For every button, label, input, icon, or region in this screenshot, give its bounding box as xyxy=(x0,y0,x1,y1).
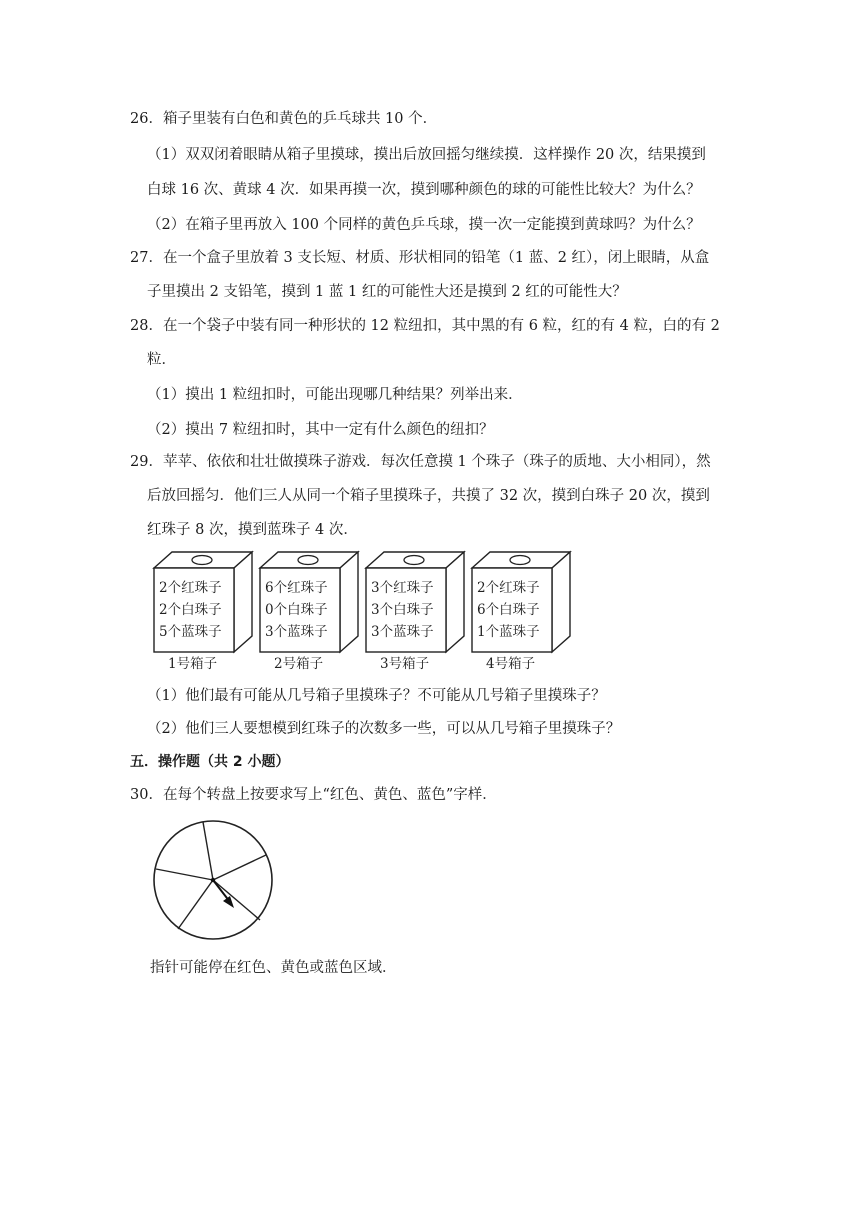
q27-line2: 子里摸出 2 支铅笔，摸到 1 蓝 1 红的可能性大还是摸到 2 红的可能性大？ xyxy=(147,284,627,300)
bead-box-2-row-2: 0个白珠子 xyxy=(265,602,328,618)
bead-box-1-label: 1号箱子 xyxy=(168,656,218,672)
q26-part2: （2）在箱子里再放入 100 个同样的黄色乒乓球，摸一次一定能摸到黄球吗？为什么？ xyxy=(147,217,701,233)
bead-box-4-row-1: 2个红珠子 xyxy=(477,580,540,596)
q28-line1: 28．在一个袋子中装有同一种形状的 12 粒纽扣，其中黑的有 6 粒，红的有 4 粒，白的有 2 xyxy=(130,318,720,334)
bead-box-4 xyxy=(472,552,570,672)
q28-part2: （2）摸出 7 粒纽扣时，其中一定有什么颜色的纽扣？ xyxy=(147,422,494,438)
q27-line1: 27．在一个盒子里放着 3 支长短、材质、形状相同的铅笔（1 蓝、2 红），闭上眼睛，从盒 xyxy=(130,250,710,266)
bead-box-3-row-1: 3个红珠子 xyxy=(371,580,434,596)
bead-box-2 xyxy=(260,552,358,672)
q30-caption: 指针可能停在红色、黄色或蓝色区域． xyxy=(150,960,397,976)
bead-box-2-row-3: 3个蓝珠子 xyxy=(265,624,328,640)
q26-part1-line2: 白球 16 次、黄球 4 次．如果再摸一次，摸到哪种颜色的球的可能性比较大？为什么？ xyxy=(147,182,701,198)
q29-part1: （1）他们最有可能从几号箱子里摸珠子？不可能从几号箱子里摸珠子？ xyxy=(147,688,606,704)
bead-box-3 xyxy=(366,552,464,672)
bead-box-4-row-3: 1个蓝珠子 xyxy=(477,624,540,640)
q29-part2: （2）他们三人要想模到红珠子的次数多一些，可以从几号箱子里摸珠子？ xyxy=(147,721,621,737)
bead-box-4-row-2: 6个白珠子 xyxy=(477,602,540,618)
section-5-title: 五．操作题（共 2 小题） xyxy=(130,754,290,770)
bead-box-4-label: 4号箱子 xyxy=(486,656,536,672)
bead-box-2-label: 2号箱子 xyxy=(274,656,324,672)
q26-stem: 26．箱子里装有白色和黄色的乒乓球共 10 个． xyxy=(130,111,438,127)
q28-line2: 粒． xyxy=(147,352,176,368)
bead-box-1-row-3: 5个蓝珠子 xyxy=(159,624,222,640)
q29-line1: 29．苹苹、依依和壮壮做摸珠子游戏．每次任意摸 1 个珠子（珠子的质地、大小相同），然 xyxy=(130,454,711,470)
bead-box-2-row-1: 6个红珠子 xyxy=(265,580,328,596)
bead-box-1 xyxy=(154,552,252,672)
q28-part1: （1）摸出 1 粒纽扣时，可能出现哪几种结果？列举出来． xyxy=(147,387,523,403)
bead-box-3-row-2: 3个白珠子 xyxy=(371,602,434,618)
q29-line3: 红珠子 8 次，摸到蓝珠子 4 次． xyxy=(147,522,358,538)
bead-box-3-row-3: 3个蓝珠子 xyxy=(371,624,434,640)
q29-line2: 后放回摇匀．他们三人从同一个箱子里摸珠子，共摸了 32 次，摸到白珠子 20 次，摸到 xyxy=(147,488,710,504)
q26-part1-line1: （1）双双闭着眼睛从箱子里摸球，摸出后放回摇匀继续摸．这样操作 20 次，结果摸到 xyxy=(147,147,706,163)
q30-line1: 30．在每个转盘上按要求写上“红色、黄色、蓝色”字样． xyxy=(130,787,497,803)
bead-box-3-label: 3号箱子 xyxy=(380,656,430,672)
spinner-figure xyxy=(150,808,280,944)
bead-box-1-row-2: 2个白珠子 xyxy=(159,602,222,618)
bead-box-1-row-1: 2个红珠子 xyxy=(159,580,222,596)
bead-boxes-figure xyxy=(148,548,578,672)
